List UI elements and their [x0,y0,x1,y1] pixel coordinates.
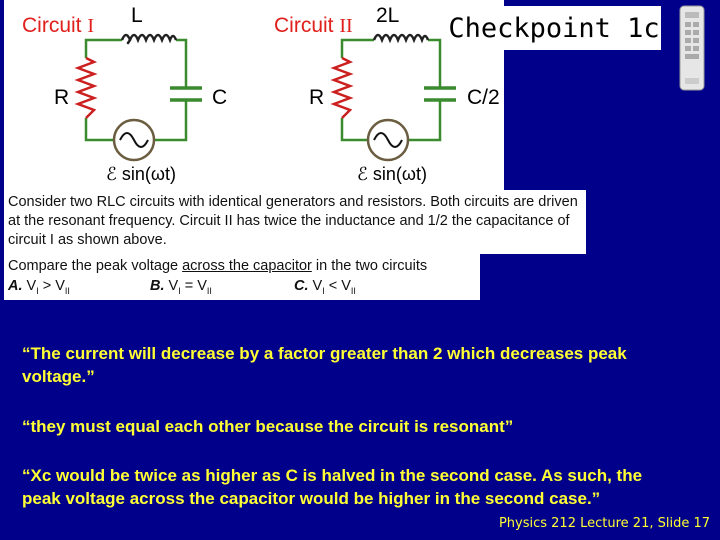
circuit-1-capacitor-label: C [212,86,228,109]
circuit-2-capacitor-label: C/2 [467,86,500,109]
circuit-2-inductor [374,35,428,40]
question [8,257,478,296]
circuit-1-resistor-label: R [54,86,70,109]
circuit-diagrams [4,0,504,192]
circuit-1-resistor [78,58,94,118]
circuit-2-title: Circuit II [274,14,353,37]
clicker-remote-icon [676,4,708,94]
circuit-1-wire-bottom-right [154,100,186,140]
circuit-2-wire-top-right [428,40,440,88]
circuit-1-inductor [122,35,176,43]
option-b[interactable]: B. $V_I = V_{II}$ [150,278,212,296]
circuit-2-wire-bottom-right [408,100,440,140]
circuit-1-inductor-label: L [131,4,143,27]
option-c[interactable]: C. $V_I < V_{II}$ [294,278,356,296]
circuit-2-inductor-label: 2L [376,4,400,27]
slide-footer: Physics 212 Lecture 21, Slide 17 [498,516,710,531]
circuit-2-resistor [334,58,350,118]
question-text: Compare the peak voltage across the capacitor in the two circuits [8,258,428,274]
circuit-diagram-panel [4,0,504,192]
circuit-1-wire-bottom-left [86,118,114,140]
problem-description: Consider two RLC circuits with identical generators and resistors. Both circuits are driven at the resonant frequency. Circuit II has twice the inductance and 1/2 the capacitance of circuit I as shown above. [8,194,578,248]
circuit-2-wire-top-left [342,40,374,58]
circuit-2-wire-bottom-left [342,118,368,140]
circuit-1-source-label: ℰ sin(ωt) [106,164,176,184]
student-answer-1: “The current will decrease by a factor greater than 2 which decreases peak voltage.” [22,344,627,386]
circuit-1-wire-top-left [86,40,122,58]
circuit-2-resistor-label: R [309,86,325,109]
circuit-2-source-label: ℰ sin(ωt) [357,164,427,184]
slide-title: Checkpoint 1c [447,6,661,50]
circuit-1-title: Circuit I [22,14,95,37]
option-a[interactable]: A. $V_I > V_{II}$ [8,278,70,296]
circuit-1 [22,4,227,184]
student-answer-3: “Xc would be twice as higher as C is halved in the second case. As such, the peak voltage across the capacitor would be higher in the second case.” [22,466,643,508]
circuit-1-wire-top-right [176,40,186,88]
student-answer-2: “they must equal each other because the circuit is resonant” [22,417,514,436]
